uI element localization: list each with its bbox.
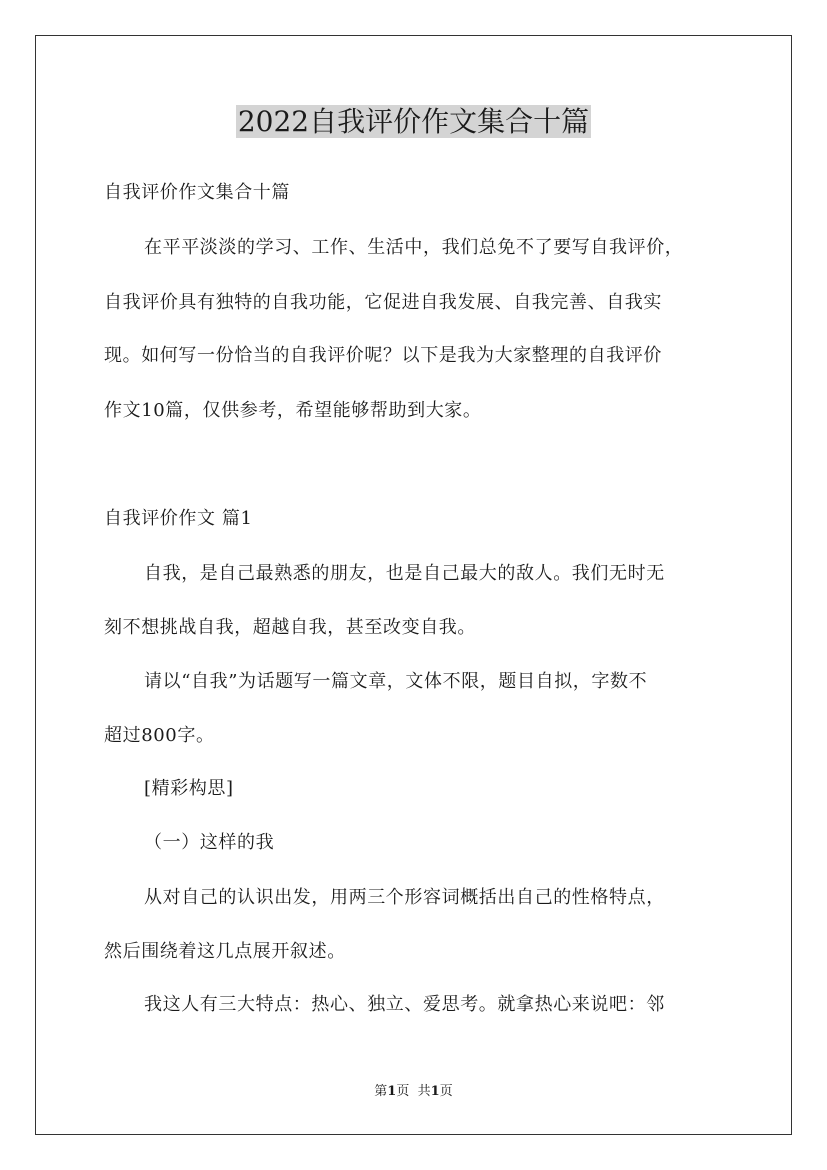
body-line: 刻不想挑战自我，超越自我，甚至改变自我。 [104, 617, 476, 638]
footer-total-suffix: 页 [439, 1084, 453, 1099]
body-line: [精彩构思] [144, 778, 234, 799]
footer-page-suffix: 页 [396, 1084, 410, 1099]
footer-page-number: 1 [387, 1084, 397, 1099]
intro-line: 现。如何写一份恰当的自我评价呢？以下是我为大家整理的自我评价 [104, 345, 662, 366]
footer-total-prefix: 共 [417, 1084, 431, 1099]
intro-line: 作文10篇，仅供参考，希望能够帮助到大家。 [104, 400, 482, 421]
document-subtitle: 自我评价作文集合十篇 [104, 182, 290, 203]
body-line: 然后围绕着这几点展开叙述。 [104, 941, 346, 962]
footer-total-pages: 1 [430, 1084, 440, 1099]
body-line: 超过800字。 [104, 725, 215, 746]
intro-line: 自我评价具有独特的自我功能，它促进自我发展、自我完善、自我实 [104, 292, 662, 313]
body-line: 从对自己的认识出发，用两三个形容词概括出自己的性格特点， [144, 887, 665, 908]
section-heading: 自我评价作文 篇1 [104, 508, 253, 529]
document-title-text: 2022自我评价作文集合十篇 [237, 105, 590, 138]
document-title [0, 98, 827, 146]
body-line: 自我，是自己最熟悉的朋友，也是自己最大的敌人。我们无时无 [144, 563, 665, 584]
footer-page-prefix: 第 [374, 1084, 388, 1099]
body-line: 我这人有三大特点：热心、独立、爱思考。就拿热心来说吧：邻 [144, 994, 665, 1015]
body-line: 请以“自我”为话题写一篇文章，文体不限，题目自拟，字数不 [144, 671, 648, 692]
body-line: （一）这样的我 [144, 832, 275, 853]
page-footer [0, 1082, 827, 1102]
intro-line: 在平平淡淡的学习、工作、生活中，我们总免不了要写自我评价， [144, 237, 684, 258]
